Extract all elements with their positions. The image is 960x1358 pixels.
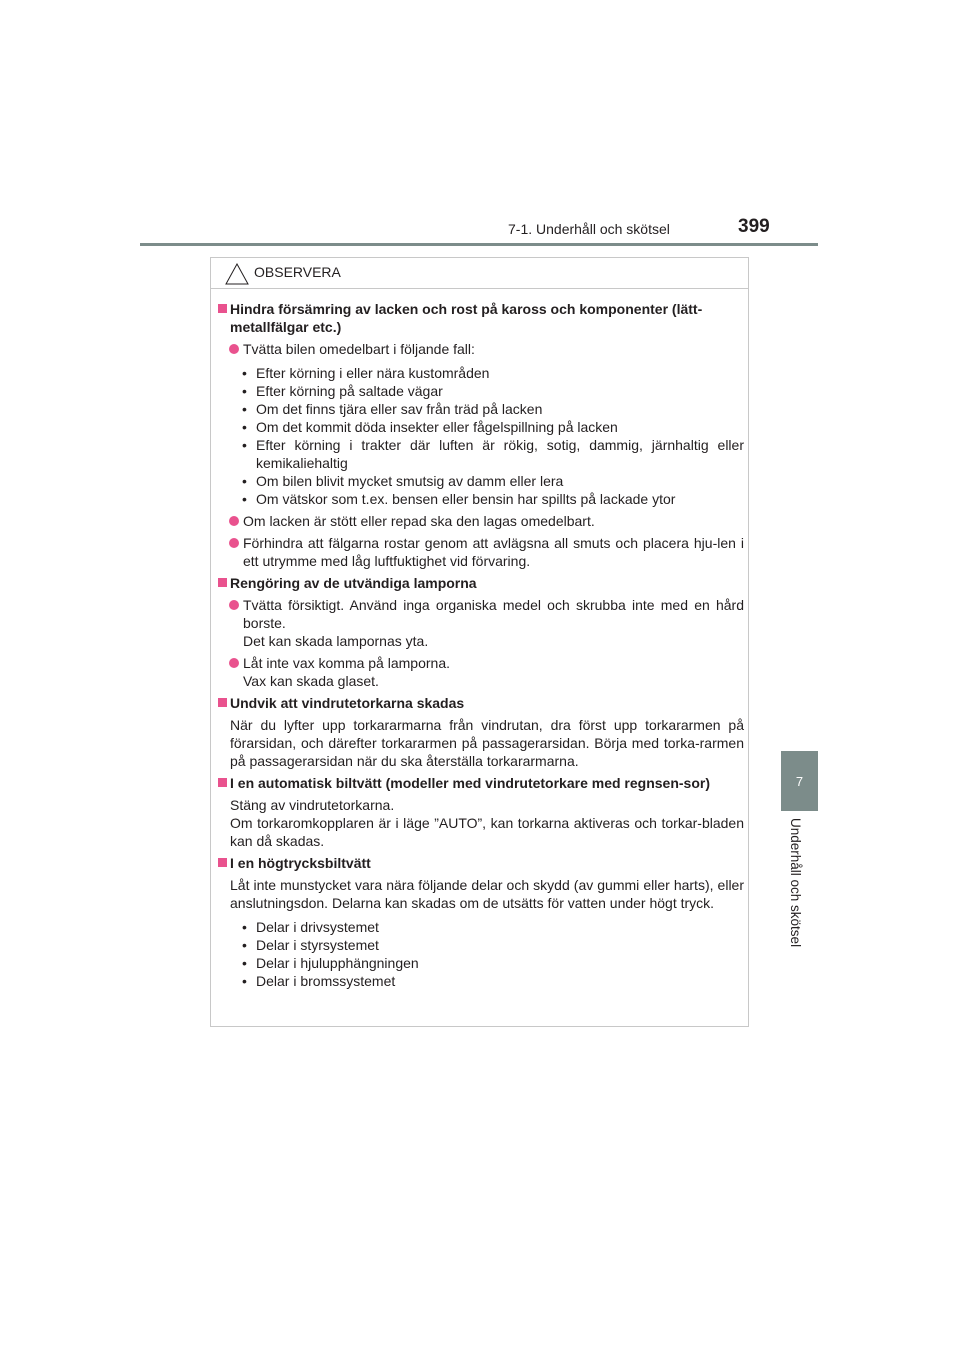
- list-item: Tvätta bilen omedelbart i följande fall:: [218, 340, 744, 358]
- dot-bullet-icon: [229, 516, 239, 526]
- bullet-item: • Delar i hjulupphängningen: [242, 955, 419, 971]
- square-bullet-icon: [218, 858, 227, 867]
- bullet-item: • Om vätskor som t.ex. bensen eller bensin har spillts på lackade ytor: [242, 491, 676, 507]
- paragraph: När du lyfter upp torkararmarna från vindrutan, dra först upp torkararmen på förarsidan, och därefter torkararmen på passagerarsidan. Börja med torka-rarmen på passagerarsidan när du ska återställa torkararmarna.: [230, 717, 744, 769]
- square-bullet-icon: [218, 304, 227, 313]
- bullet-item: • Om bilen blivit mycket smutsig av damm eller lera: [242, 473, 564, 489]
- chapter-number: 7: [795, 773, 804, 789]
- bullet-item: • Efter körning i trakter där luften är rökig, sotig, dammig, järnhaltig eller kemikaliehaltig: [242, 437, 744, 471]
- caution-content: [218, 300, 744, 994]
- bullet-item: • Delar i bromssystemet: [242, 973, 396, 989]
- dot-bullet-icon: [229, 658, 239, 668]
- caution-box-header: [211, 258, 748, 289]
- bullet-item: • Delar i drivsystemet: [242, 919, 379, 935]
- dot-bullet-icon: [229, 600, 239, 610]
- caution-title: OBSERVERA: [254, 264, 341, 280]
- warning-triangle-icon: [225, 263, 249, 285]
- bullet-item: • Om det finns tjära eller sav från träd på lacken: [242, 401, 543, 417]
- square-bullet-icon: [218, 778, 227, 787]
- bullet-item: • Efter körning på saltade vägar: [242, 383, 443, 399]
- page-number: 399: [738, 216, 770, 237]
- list-item: Om lacken är stött eller repad ska den lagas omedelbart.: [218, 512, 744, 530]
- section-heading: I en automatisk biltvätt (modeller med vindrutetorkare med regnsen-sor): [218, 774, 744, 792]
- caution-box: [210, 257, 749, 1027]
- paragraph: Stäng av vindrutetorkarna. Om torkaromkopplaren är i läge ”AUTO”, kan torkarna aktiveras och torkar-bladen kan då skadas.: [230, 797, 744, 849]
- bullet-item: • Om det kommit döda insekter eller fågelspillning på lacken: [242, 419, 618, 435]
- dot-bullet-icon: [229, 538, 239, 548]
- list-item: Låt inte vax komma på lamporna. Vax kan skada glaset.: [218, 654, 744, 690]
- chapter-label: Underhåll och skötsel: [788, 818, 803, 948]
- section-heading: I en högtrycksbiltvätt: [218, 854, 744, 872]
- section-heading: Rengöring av de utvändiga lamporna: [218, 574, 744, 592]
- list-item: Förhindra att fälgarna rostar genom att avlägsna all smuts och placera hju-len i ett utrymme med låg luftfuktighet vid förvaring.: [218, 534, 744, 570]
- chapter-tab: [781, 751, 818, 811]
- list-item: Tvätta försiktigt. Använd inga organiska medel och skrubba inte med en hård borste. Det kan skada lampornas yta.: [218, 596, 744, 650]
- square-bullet-icon: [218, 578, 227, 587]
- bullet-item: • Delar i styrsystemet: [242, 937, 379, 953]
- square-bullet-icon: [218, 698, 227, 707]
- section-heading: Hindra försämring av lacken och rost på kaross och komponenter (lätt-metallfälgar etc.): [218, 300, 744, 336]
- section-heading: Undvik att vindrutetorkarna skadas: [218, 694, 744, 712]
- bullet-list: [218, 364, 744, 508]
- header-divider: [140, 243, 818, 246]
- bullet-item: • Efter körning i eller nära kustområden: [242, 365, 490, 381]
- dot-bullet-icon: [229, 344, 239, 354]
- header-section-title: 7-1. Underhåll och skötsel: [508, 221, 670, 237]
- bullet-list: [218, 918, 744, 990]
- paragraph: Låt inte munstycket vara nära följande delar och skydd (av gummi eller harts), eller anslutningsdon. Delarna kan skadas om de utsätts för vatten under högt tryck.: [230, 877, 744, 911]
